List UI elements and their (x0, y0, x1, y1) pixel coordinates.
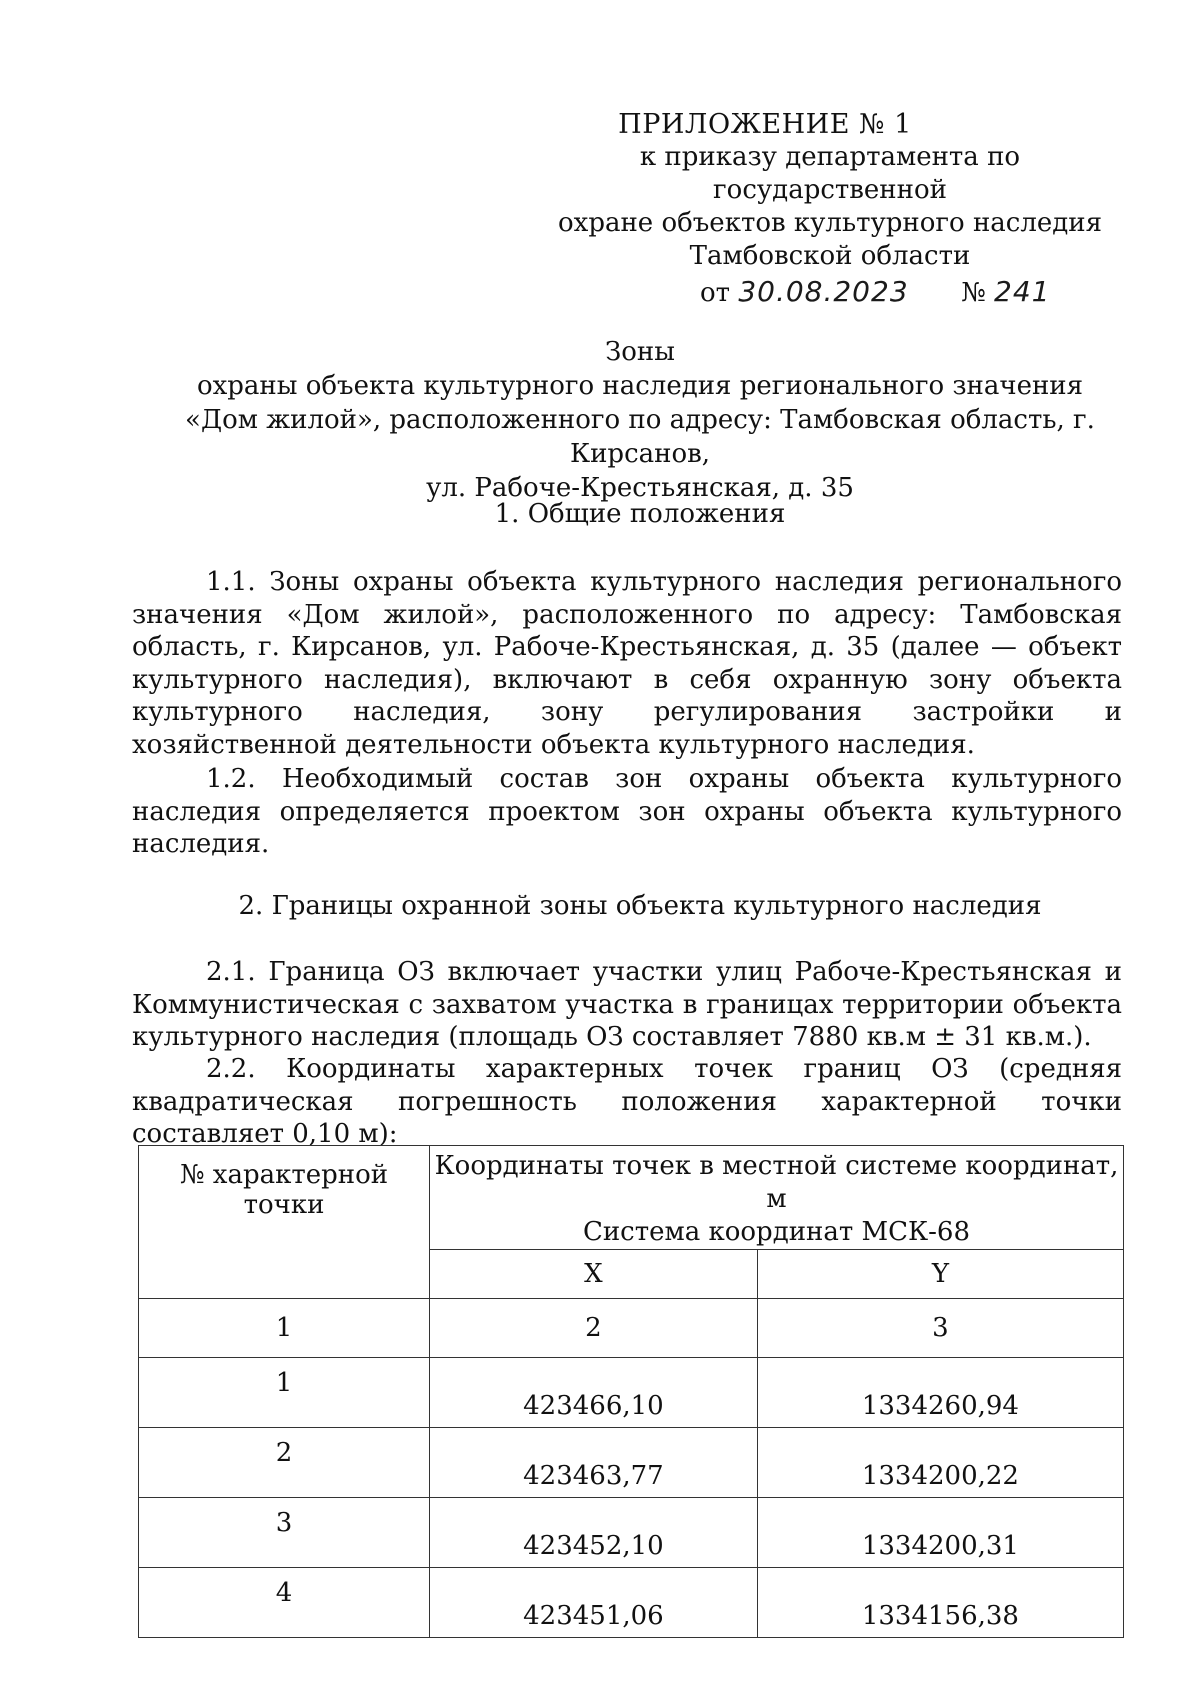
header-y: Y (757, 1250, 1123, 1299)
coord-x: 423463,77 (430, 1428, 758, 1498)
paragraph-2-1: 2.1. Граница ОЗ включает участки улиц Рабоче-Крестьянская и Коммунистическая с захватом участка в границах территории объекта культурного наследия (площадь ОЗ составляет 7880 кв.м ± 31 кв.м.). (132, 957, 1122, 1052)
point-number: 3 (139, 1498, 430, 1568)
column-index-2: 2 (430, 1299, 758, 1358)
table-row (139, 1428, 1124, 1498)
appendix-title: ПРИЛОЖЕНИЕ № 1 (618, 109, 912, 140)
header-x: X (430, 1250, 758, 1299)
table-row (139, 1358, 1124, 1428)
coord-y: 1334260,94 (757, 1358, 1123, 1428)
appendix-order-line-3: Тамбовской области (689, 241, 971, 271)
appendix-header (540, 108, 1120, 310)
appendix-order-line-1: к приказу департамента по государственной (639, 142, 1021, 205)
table-row (139, 1568, 1124, 1638)
section-1-heading: 1. Общие положения (494, 499, 786, 529)
document-title-line-3: «Дом жилой», расположенного по адресу: Тамбовская область, г. Кирсанов, (185, 405, 1095, 469)
coord-x: 423466,10 (430, 1358, 758, 1428)
appendix-order-line-2: охране объектов культурного наследия (558, 208, 1102, 238)
paragraph-2-2: 2.2. Координаты характерных точек границ ОЗ (средняя квадратическая погрешность положения характерной точки составляет 0,10 м): (132, 1054, 1122, 1149)
document-title (140, 335, 1140, 505)
point-number: 1 (139, 1358, 430, 1428)
header-point-number: № характерной точки (139, 1146, 430, 1299)
table-header-row (139, 1146, 1124, 1250)
coord-y: 1334200,31 (757, 1498, 1123, 1568)
table-column-index-row (139, 1299, 1124, 1358)
coord-y: 1334156,38 (757, 1568, 1123, 1638)
header-coordinates-line-2: Система координат МСК-68 (582, 1217, 971, 1247)
coord-y: 1334200,22 (757, 1428, 1123, 1498)
order-date-number (540, 275, 1120, 310)
point-number: 4 (139, 1568, 430, 1638)
paragraph-1-2: 1.2. Необходимый состав зон охраны объекта культурного наследия определяется проектом зон охраны объекта культурного наследия. (132, 764, 1122, 859)
handwritten-date: 30.08.2023 (738, 275, 909, 308)
document-title-line-4: ул. Рабоче-Крестьянская, д. 35 (426, 473, 854, 503)
coordinates-table (138, 1145, 1124, 1638)
header-coordinates-line-1: Координаты точек в местной системе координат, м (434, 1151, 1119, 1214)
paragraph-1-1: 1.1. Зоны охраны объекта культурного наследия регионального значения «Дом жилой», расположенного по адресу: Тамбовская область, г. Кирсанов, ул. Рабоче-Крестьянская, д. 35 (далее — объект культурного наследия), включают в себя охранную зону объекта культурного наследия, зону регулирования застройки и хозяйственной деятельности объекта культурного наследия. (132, 567, 1122, 760)
header-coordinates (430, 1146, 1124, 1250)
point-number: 2 (139, 1428, 430, 1498)
date-prefix: от (700, 278, 731, 308)
document-title-line-2: охраны объекта культурного наследия регионального значения (196, 371, 1084, 401)
document-title-line-1: Зоны (605, 337, 675, 367)
column-index-3: 3 (757, 1299, 1123, 1358)
coord-x: 423452,10 (430, 1498, 758, 1568)
section-2-heading: 2. Границы охранной зоны объекта культурного наследия (238, 891, 1042, 921)
number-prefix: № (961, 278, 986, 308)
column-index-1: 1 (139, 1299, 430, 1358)
coord-x: 423451,06 (430, 1568, 758, 1638)
handwritten-number: 241 (994, 275, 1051, 308)
table-row (139, 1498, 1124, 1568)
